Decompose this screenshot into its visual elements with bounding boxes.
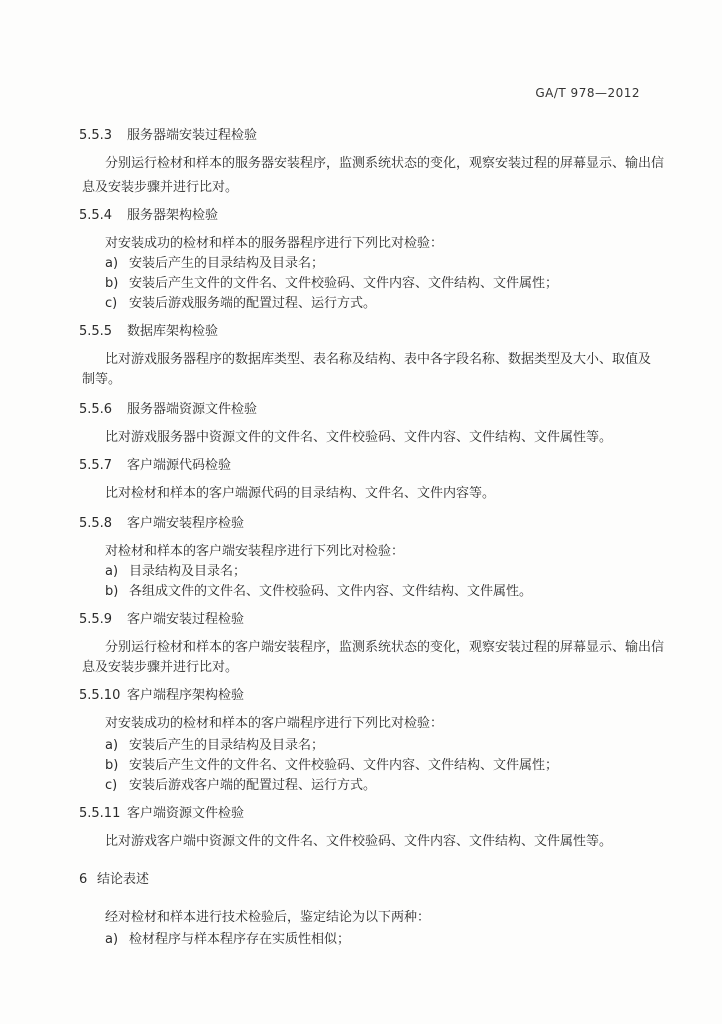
section-heading-5-5-6 bbox=[79, 402, 257, 418]
paragraph-line: 分别运行检材和样本的客户端安装程序，监测系统状态的变化，观察安装过程的屏幕显示、输出信 bbox=[105, 640, 665, 655]
list-marker: a) bbox=[105, 932, 119, 947]
list-item-text: 安装后产生的目录结构及目录名； bbox=[129, 738, 325, 753]
list-marker: b) bbox=[105, 758, 119, 773]
section-title: 客户端程序架构检验 bbox=[127, 688, 245, 703]
list-item bbox=[105, 778, 376, 794]
section-title: 服务器端资源文件检验 bbox=[127, 402, 258, 417]
section-number: 5.5.8 bbox=[79, 516, 113, 531]
paragraph-line: 比对游戏服务器中资源文件的文件名、文件校验码、文件内容、文件结构、文件属性等。 bbox=[105, 430, 613, 445]
list-item bbox=[105, 564, 246, 580]
section-title: 客户端源代码检验 bbox=[127, 458, 232, 473]
section-number: 5.5.3 bbox=[79, 128, 113, 143]
section-heading-5-5-5 bbox=[79, 324, 218, 340]
section-number: 5.5.11 bbox=[79, 806, 121, 821]
list-item-text: 目录结构及目录名； bbox=[129, 564, 247, 579]
list-marker: a) bbox=[105, 738, 119, 753]
paragraph-line: 经对检材和样本进行技术检验后，鉴定结论为以下两种： bbox=[105, 910, 431, 925]
standard-code: GA/T 978—2012 bbox=[535, 86, 640, 100]
section-heading-5-5-3 bbox=[79, 128, 257, 144]
paragraph-line: 息及安装步骤并进行比对。 bbox=[82, 660, 239, 675]
section-number: 5.5.4 bbox=[79, 208, 113, 223]
list-item bbox=[105, 256, 324, 272]
list-item-text: 各组成文件的文件名、文件校验码、文件内容、文件结构、文件属性。 bbox=[129, 584, 533, 599]
paragraph-line: 制等。 bbox=[82, 372, 122, 387]
paragraph-line: 比对游戏客户端中资源文件的文件名、文件校验码、文件内容、文件结构、文件属性等。 bbox=[105, 834, 613, 849]
list-marker: b) bbox=[105, 584, 119, 599]
section-title: 服务器架构检验 bbox=[127, 208, 219, 223]
section-number: 6 bbox=[79, 872, 88, 887]
list-marker: b) bbox=[105, 276, 119, 291]
section-title: 结论表述 bbox=[97, 872, 150, 887]
section-heading-5-5-10 bbox=[79, 688, 244, 704]
list-item bbox=[105, 738, 324, 754]
list-item bbox=[105, 932, 350, 948]
section-number: 5.5.9 bbox=[79, 612, 113, 627]
paragraph-line: 息及安装步骤并进行比对。 bbox=[82, 180, 239, 195]
list-item bbox=[105, 276, 558, 292]
section-heading-5-5-8 bbox=[79, 516, 244, 532]
list-item-text: 检材程序与样本程序存在实质性相似； bbox=[129, 932, 351, 947]
section-heading-5-5-7 bbox=[79, 458, 231, 474]
list-item-text: 安装后产生文件的文件名、文件校验码、文件内容、文件结构、文件属性； bbox=[129, 276, 559, 291]
list-item-text: 安装后产生的目录结构及目录名； bbox=[129, 256, 325, 271]
paragraph-line: 对检材和样本的客户端安装程序进行下列比对检验： bbox=[105, 544, 405, 559]
section-number: 5.5.10 bbox=[79, 688, 121, 703]
paragraph-line: 对安装成功的检材和样本的服务器程序进行下列比对检验： bbox=[105, 236, 444, 251]
list-marker: c) bbox=[105, 778, 118, 793]
section-heading-5-5-9 bbox=[79, 612, 244, 628]
list-marker: a) bbox=[105, 256, 119, 271]
section-title: 服务器端安装过程检验 bbox=[127, 128, 258, 143]
paragraph-line: 分别运行检材和样本的服务器安装程序，监测系统状态的变化，观察安装过程的屏幕显示、输出信 bbox=[105, 156, 665, 171]
section-heading-5-5-11 bbox=[79, 806, 244, 822]
list-marker: c) bbox=[105, 296, 118, 311]
section-heading-5-5-4 bbox=[79, 208, 218, 224]
section-number: 5.5.5 bbox=[79, 324, 113, 339]
section-heading-6 bbox=[79, 872, 149, 888]
section-number: 5.5.7 bbox=[79, 458, 113, 473]
list-item bbox=[105, 296, 376, 312]
list-item-text: 安装后产生文件的文件名、文件校验码、文件内容、文件结构、文件属性； bbox=[129, 758, 559, 773]
paragraph-line: 对安装成功的检材和样本的客户端程序进行下列比对检验： bbox=[105, 716, 444, 731]
list-item bbox=[105, 758, 558, 774]
section-title: 数据库架构检验 bbox=[127, 324, 219, 339]
section-title: 客户端资源文件检验 bbox=[127, 806, 245, 821]
section-title: 客户端安装程序检验 bbox=[127, 516, 245, 531]
section-title: 客户端安装过程检验 bbox=[127, 612, 245, 627]
list-item bbox=[105, 584, 532, 600]
paragraph-line: 比对检材和样本的客户端源代码的目录结构、文件名、文件内容等。 bbox=[105, 486, 496, 501]
list-item-text: 安装后游戏客户端的配置过程、运行方式。 bbox=[129, 778, 377, 793]
list-marker: a) bbox=[105, 564, 119, 579]
section-number: 5.5.6 bbox=[79, 402, 113, 417]
list-item-text: 安装后游戏服务端的配置过程、运行方式。 bbox=[129, 296, 377, 311]
paragraph-line: 比对游戏服务器程序的数据库类型、表名称及结构、表中各字段名称、数据类型及大小、取值及 bbox=[105, 352, 652, 367]
